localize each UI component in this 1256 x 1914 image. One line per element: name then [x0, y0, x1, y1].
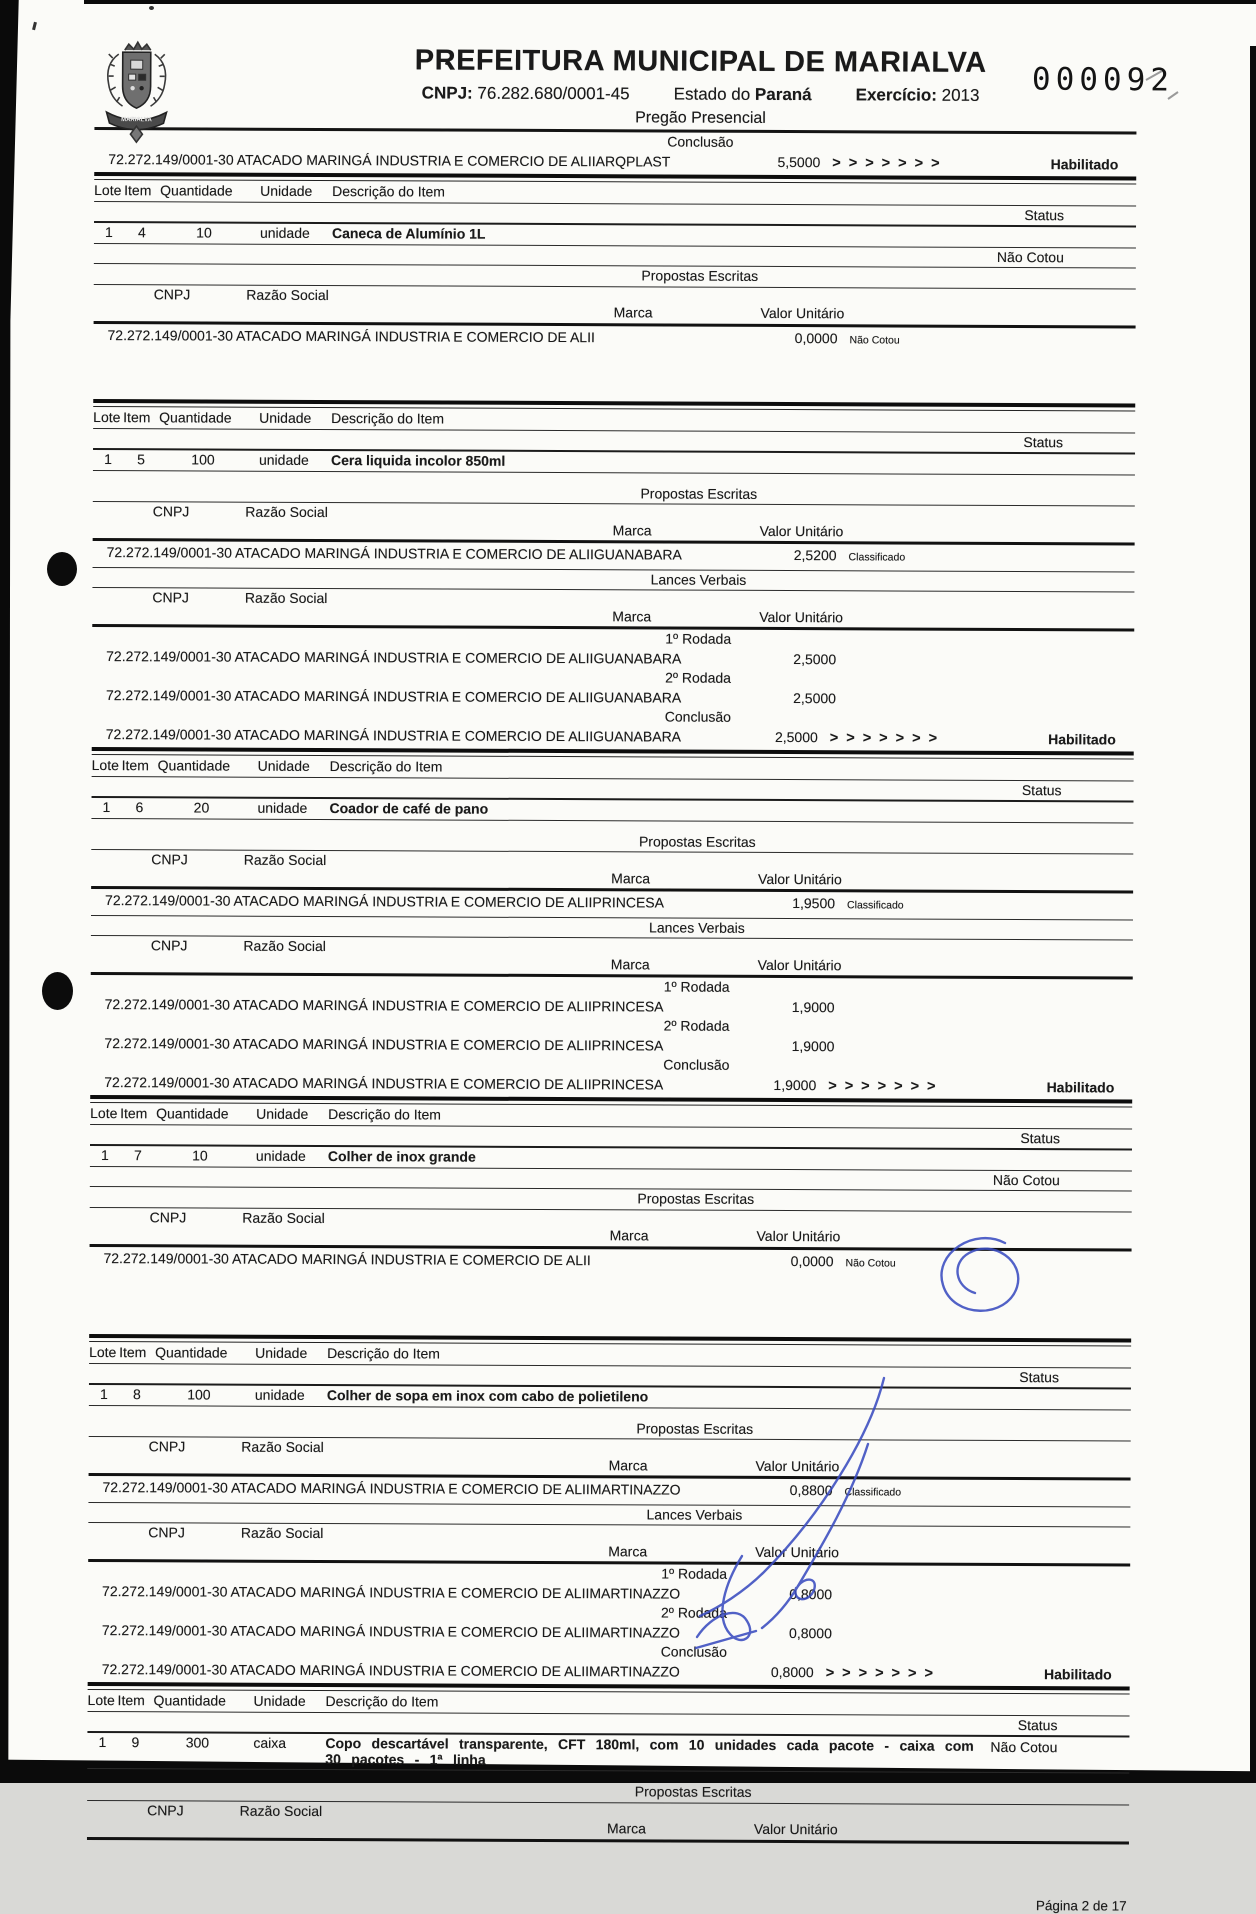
lot-item-section: [87, 1682, 1130, 1844]
bid-row: [92, 648, 1134, 668]
section-separator: [92, 747, 1134, 760]
valor-unitario-cell: 0,8800: [789, 1482, 833, 1499]
status-cell: [834, 1051, 1132, 1052]
status-cell: Classificado: [847, 899, 904, 912]
proposal-header: Marca Valor Unitário: [608, 1456, 840, 1474]
conclusao-row: [90, 1074, 1132, 1095]
item-table-header: Lote Item Quantidade Unidade Descrição do Item: [93, 408, 445, 427]
round-label: 2º Rodada: [661, 1604, 727, 1621]
header-meta-line: [265, 85, 1137, 104]
hole-punch-mark: [47, 552, 77, 586]
item-table-header: Lote Item Quantidade Unidade Descrição do Item: [87, 1691, 439, 1710]
marialva-coat-of-arms-logo: [94, 36, 178, 148]
valor-unitario-cell: 2,5000: [793, 650, 837, 667]
bid-row: [92, 687, 1134, 707]
section-separator: [88, 1682, 1130, 1695]
propostas-title: Propostas Escritas: [636, 1419, 754, 1437]
bid-row: [91, 996, 1133, 1016]
conclusao-row: [92, 726, 1134, 747]
lot-item-section: [92, 399, 1135, 748]
exercicio-field: Exercício: 2013: [855, 85, 980, 105]
status-cell: >>>>>>> Habilitado: [829, 729, 1116, 747]
propostas-title: Propostas Escritas: [634, 1783, 752, 1800]
proposal-header: CNPJ Razão Social: [148, 1438, 324, 1456]
proposal-header: CNPJ Razão Social: [149, 1208, 325, 1226]
propostas-title: Propostas Escritas: [640, 484, 758, 502]
bidder-cell: 72.272.149/0001-30 ATACADO MARINGÁ INDUSTRIA E COMERCIO DE ALIIPRINCESA: [104, 995, 664, 1014]
bidder-cell: 72.272.149/0001-30 ATACADO MARINGÁ INDUSTRIA E COMERCIO DE ALIIGUANABARA: [105, 686, 682, 706]
lot-item-section: [90, 747, 1133, 1096]
page-number-stamp: 000092: [1031, 61, 1175, 99]
round-label: 1º Rodada: [661, 1565, 728, 1582]
proposal-header: CNPJ Razão Social: [152, 589, 328, 607]
round-label: 1º Rodada: [663, 978, 730, 995]
proposal-header: CNPJ Razão Social: [147, 1801, 323, 1819]
proposal-header: CNPJ Razão Social: [148, 1524, 324, 1542]
proposal-header: Marca Valor Unitário: [610, 955, 842, 973]
conclusao-title: Conclusão: [667, 133, 734, 150]
ink-speck: [32, 22, 37, 30]
round-label: Conclusão: [664, 708, 731, 725]
status-cell: [836, 664, 1134, 665]
propostas-title: Propostas Escritas: [641, 267, 759, 284]
valor-unitario-cell: 1,9000: [773, 1076, 817, 1093]
status-value: Não Cotou: [992, 1171, 1060, 1188]
section-separator: [94, 172, 1136, 185]
item-table-header: Lote Item Quantidade Unidade Descrição do Item: [89, 1343, 440, 1362]
status-value: Não Cotou: [990, 1738, 1058, 1756]
conclusao-row: [94, 151, 1136, 172]
valor-unitario-cell: 2,5000: [793, 689, 836, 706]
item-table-header: Lote Item Quantidade Unidade Descrição do Item: [91, 756, 443, 775]
proposal-header: CNPJ Razão Social: [153, 285, 329, 303]
bidder-cell: 72.272.149/0001-30 ATACADO MARINGÁ INDUSTRIA E COMERCIO DE ALIIPRINCESA: [105, 892, 665, 911]
item-row: 1 6 20 unidade Coador de café de pano: [102, 799, 489, 817]
status-cell: [832, 1638, 1130, 1639]
valor-unitario-cell: 0,8000: [789, 1624, 832, 1641]
round-label: Conclusão: [663, 1056, 730, 1073]
proposal-row: [88, 1480, 1130, 1502]
bidder-cell: 72.272.149/0001-30 ATACADO MARINGÁ INDUSTRIA E COMERCIO DE ALIIGUANABARA: [106, 647, 682, 667]
status-cell: [836, 703, 1134, 704]
bidder-cell: 72.272.149/0001-30 ATACADO MARINGÁ INDUSTRIA E COMERCIO DE ALIIMARTINAZZO: [101, 1621, 680, 1641]
bidder-cell: 72.272.149/0001-30 ATACADO MARINGÁ INDUSTRIA E COMERCIO DE ALII: [107, 326, 595, 345]
round-label: 2º Rodada: [663, 1017, 730, 1034]
bidder-cell: 72.272.149/0001-30 ATACADO MARINGÁ INDUSTRIA E COMERCIO DE ALII: [103, 1249, 591, 1268]
item-row: 1 8 100 unidade Colher de sopa em inox com cabo de polietileno: [99, 1386, 649, 1405]
lot-item-section: [93, 183, 1136, 350]
estado-field: Estado do Paraná: [673, 84, 812, 105]
page-title: PREFEITURA MUNICIPAL DE MARIALVA: [414, 44, 987, 79]
bid-row: [88, 1583, 1130, 1603]
scan-edge-right: [1250, 46, 1256, 1783]
valor-unitario-cell: 1,9000: [791, 1037, 835, 1054]
status-cell: >>>>>>> Habilitado: [825, 1664, 1112, 1682]
bidder-cell: 72.272.149/0001-30 ATACADO MARINGÁ INDUSTRIA E COMERCIO DE ALIIGUANABARA: [106, 544, 682, 563]
valor-unitario-cell: 0,0000: [794, 329, 838, 346]
status-header: Status: [1020, 1129, 1061, 1146]
lot-item-section: [89, 1095, 1132, 1273]
status-header: Status: [1017, 1716, 1058, 1733]
page-footer: Página 2 de 17: [1035, 1897, 1127, 1914]
valor-unitario-cell: 1,9000: [791, 998, 835, 1015]
round-label: 1º Rodada: [665, 630, 732, 647]
lances-title: Lances Verbais: [646, 1505, 743, 1523]
valor-unitario-cell: 1,9500: [792, 895, 836, 912]
status-cell: Não Cotou: [845, 1256, 896, 1270]
proposal-header: CNPJ Razão Social: [152, 503, 328, 521]
status-cell: >>>>>>> Habilitado: [832, 154, 1119, 172]
item-row: 1 7 10 unidade Colher de inox grande: [101, 1147, 476, 1165]
section-separator: [90, 1095, 1132, 1108]
status-header: Status: [1019, 1368, 1060, 1385]
item-table-header: Lote Item Quantidade Unidade Descrição do Item: [90, 1104, 442, 1123]
item-row: 1 4 10 unidade Caneca de Alumínio 1L: [105, 224, 486, 242]
bidder-cell: 72.272.149/0001-30 ATACADO MARINGÁ INDUSTRIA E COMERCIO DE ALIIMARTINAZZO: [102, 1479, 681, 1498]
document-content: [87, 0, 1137, 1914]
lances-title: Lances Verbais: [650, 570, 747, 588]
bid-row: [88, 1622, 1130, 1642]
bidder-cell: 72.272.149/0001-30 ATACADO MARINGÁ INDUSTRIA E COMERCIO DE ALIIMARTINAZZO: [102, 1582, 681, 1602]
status-value: Não Cotou: [996, 248, 1064, 265]
status-header: Status: [1024, 206, 1065, 223]
proposal-header: CNPJ Razão Social: [150, 937, 326, 955]
proposal-header: Marca Valor Unitário: [609, 1227, 841, 1245]
valor-unitario-cell: 5,5000: [777, 153, 821, 170]
valor-unitario-cell: 0,8000: [770, 1663, 814, 1680]
status-header: Status: [1023, 433, 1064, 450]
status-cell: [832, 1599, 1130, 1600]
proposal-header: Marca Valor Unitário: [606, 1820, 838, 1838]
proposal-header: Marca Valor Unitário: [608, 1542, 839, 1560]
proposal-row: [89, 1250, 1131, 1272]
spacer: [93, 349, 1135, 400]
section-separator: [93, 399, 1135, 412]
valor-unitario-cell: 2,5200: [793, 547, 837, 564]
proposal-header: Marca Valor Unitário: [611, 869, 842, 887]
round-label: Conclusão: [660, 1643, 727, 1660]
status-cell: >>>>>>> Habilitado: [828, 1077, 1115, 1095]
cnpj-field: CNPJ: 76.282.680/0001-45: [421, 83, 630, 104]
arrows: >>>>>>>: [828, 1077, 944, 1095]
proposal-row: [91, 893, 1133, 915]
bidder-cell: 72.272.149/0001-30 ATACADO MARINGÁ INDUSTRIA E COMERCIO DE ALIIGUANABARA: [105, 725, 682, 745]
logo-banner-text: MARIALVA: [121, 117, 152, 124]
valor-unitario-cell: 2,5000: [774, 728, 818, 745]
arrows: >>>>>>>: [832, 154, 948, 172]
section-separator: [89, 1334, 1131, 1347]
spacer: [89, 1272, 1131, 1335]
proposal-header: CNPJ Razão Social: [151, 851, 327, 869]
bidder-cell: 72.272.149/0001-30 ATACADO MARINGÁ INDUSTRIA E COMERCIO DE ALIIPRINCESA: [104, 1034, 664, 1053]
document-type: Pregão Presencial: [635, 109, 766, 127]
propostas-title: Propostas Escritas: [637, 1190, 755, 1207]
proposal-header: Marca Valor Unitário: [612, 521, 844, 539]
proposal-header: Marca Valor Unitário: [613, 304, 845, 322]
conclusao-row: [88, 1661, 1130, 1682]
bid-row: [90, 1035, 1132, 1055]
proposal-row: [93, 327, 1135, 349]
lances-title: Lances Verbais: [649, 918, 745, 936]
propostas-title: Propostas Escritas: [638, 832, 756, 850]
status-cell: [835, 1012, 1133, 1013]
status-header: Status: [1021, 781, 1062, 798]
status-cell: Não Cotou: [849, 333, 900, 347]
bidder-cell: 72.272.149/0001-30 ATACADO MARINGÁ INDUSTRIA E COMERCIO DE ALIIPRINCESA: [104, 1073, 664, 1092]
lot-item-section: [88, 1334, 1131, 1683]
arrows: >>>>>>>: [829, 729, 946, 747]
status-cell: Classificado: [848, 551, 906, 564]
valor-unitario-cell: 0,0000: [790, 1252, 834, 1269]
document-header: [94, 0, 1137, 132]
status-cell: Classificado: [844, 1486, 902, 1499]
round-label: 2º Rodada: [665, 669, 732, 686]
valor-unitario-cell: 0,8000: [789, 1585, 833, 1602]
bidder-cell: 72.272.149/0001-30 ATACADO MARINGÁ INDUSTRIA E COMERCIO DE ALIIARQPLAST: [108, 150, 671, 170]
scan-edge-left: [0, 0, 26, 1783]
item-row: 1 9 300 caixa Copo descartável transparente, CFT 180ml, com 10 unidades cada pacote - caixa com 30 pacotes - 1ª linha Não Cotou: [98, 1734, 1058, 1768]
item-row: 1 5 100 unidade Cera liquida incolor 850ml: [104, 451, 506, 469]
arrows: >>>>>>>: [825, 1664, 942, 1682]
proposal-row: [93, 545, 1135, 567]
hole-punch-mark: [42, 972, 73, 1010]
proposal-header: Marca Valor Unitário: [612, 607, 844, 625]
item-table-header: Lote Item Quantidade Unidade Descrição do Item: [94, 181, 446, 200]
bidder-cell: 72.272.149/0001-30 ATACADO MARINGÁ INDUSTRIA E COMERCIO DE ALIIMARTINAZZO: [101, 1660, 680, 1680]
